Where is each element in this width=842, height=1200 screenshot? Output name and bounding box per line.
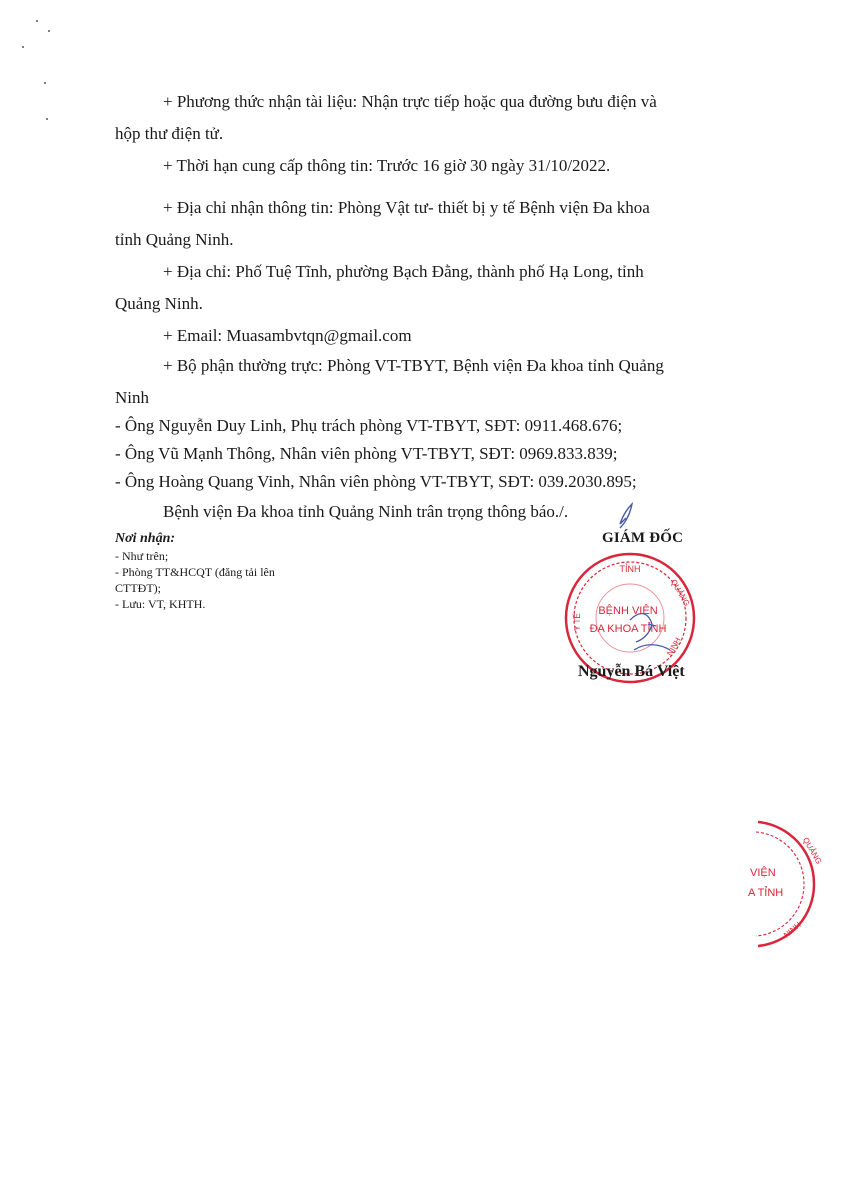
- recipient-item: CTTĐT);: [115, 581, 161, 595]
- scan-speck: [48, 30, 50, 32]
- edge-stamp-lower-text: NINH: [782, 920, 803, 940]
- paragraph-line: tỉnh Quảng Ninh.: [115, 230, 234, 249]
- edge-stamp: [748, 814, 838, 954]
- recipient-item: - Phòng TT&HCQT (đăng tải lên: [115, 565, 275, 579]
- contact-line: - Ông Hoàng Quang Vinh, Nhân viên phòng VT-TBYT, SĐT: 039.2030.895;: [115, 472, 637, 491]
- edge-stamp-center-line1: VIỆN: [750, 867, 776, 879]
- paragraph-line: [115, 350, 755, 382]
- paragraph-receive-method: [115, 86, 755, 150]
- edge-stamp-right-text: QUẢNG: [800, 835, 824, 866]
- stamp-center-ring: [596, 584, 664, 652]
- closing-line: [115, 496, 755, 528]
- scan-speck: [46, 118, 48, 120]
- paragraph-text: + Địa chỉ nhận thông tin: Phòng Vật tư- thiết bị y tế Bệnh viện Đa khoa: [163, 198, 650, 217]
- stamp-right-text: QUẢNG: [668, 577, 692, 608]
- contact-line: - Ông Nguyễn Duy Linh, Phụ trách phòng VT-TBYT, SĐT: 0911.468.676;: [115, 416, 623, 435]
- stamp-top-text: TỈNH: [619, 564, 641, 574]
- scan-speck: [44, 82, 46, 84]
- signer-name: Nguyễn Bá Việt: [578, 663, 685, 680]
- stamp-inner-ring: [574, 562, 686, 674]
- recipient-item: - Như trên;: [115, 549, 169, 563]
- paragraph-receive-address: [115, 192, 755, 256]
- edge-stamp-center-line2: A TỈNH: [748, 887, 784, 899]
- paragraph-text: + Phương thức nhận tài liệu: Nhận trực tiếp hoặc qua đường bưu điện và: [163, 92, 657, 111]
- stamp-center-line1: BỆNH VIỆN: [598, 605, 658, 617]
- paragraph-text: + Địa chỉ: Phố Tuệ Tĩnh, phường Bạch Đằng, thành phố Hạ Long, tỉnh: [163, 262, 644, 281]
- contact-line: - Ông Vũ Mạnh Thông, Nhân viên phòng VT-TBYT, SĐT: 0969.833.839;: [115, 444, 618, 463]
- paragraph-line: [115, 256, 755, 288]
- paragraph-line: hộp thư điện tử.: [115, 124, 224, 143]
- scan-speck: [36, 20, 38, 22]
- paragraph-line: [115, 192, 755, 224]
- stamp-right-lower-text: NINH: [665, 636, 683, 658]
- recipients-block: [115, 530, 345, 612]
- paragraph-deadline: [115, 150, 755, 182]
- stamp-center-line2: ĐA KHOA TỈNH: [589, 623, 667, 635]
- email-text: + Email: Muasambvtqn@gmail.com: [163, 326, 412, 345]
- signer-title: GIÁM ĐỐC: [602, 530, 684, 546]
- signature-stroke: [634, 645, 670, 650]
- paragraph-line: [115, 86, 755, 118]
- paragraph-text: + Bộ phận thường trực: Phòng VT-TBYT, Bệnh viện Đa khoa tỉnh Quảng: [163, 356, 664, 375]
- paragraph-line: Ninh: [115, 388, 149, 407]
- edge-stamp-inner-arc: [756, 832, 804, 936]
- signature-stroke: [630, 614, 656, 642]
- paragraph-email: [115, 320, 755, 352]
- recipients-heading: Nơi nhận:: [115, 531, 176, 546]
- paragraph-street-address: [115, 256, 755, 320]
- paragraph-line: Quảng Ninh.: [115, 294, 203, 313]
- paragraph-text: + Thời hạn cung cấp thông tin: Trước 16 giờ 30 ngày 31/10/2022.: [163, 156, 611, 175]
- stamp-left-text: Y TẾ: [573, 613, 582, 631]
- paragraph-standing-unit: [115, 350, 755, 414]
- scan-speck: [22, 46, 24, 48]
- closing-text: Bệnh viện Đa khoa tỉnh Quảng Ninh trân trọng thông báo./.: [163, 502, 569, 521]
- edge-stamp-outer-arc: [758, 822, 814, 946]
- recipient-item: - Lưu: VT, KHTH.: [115, 597, 206, 611]
